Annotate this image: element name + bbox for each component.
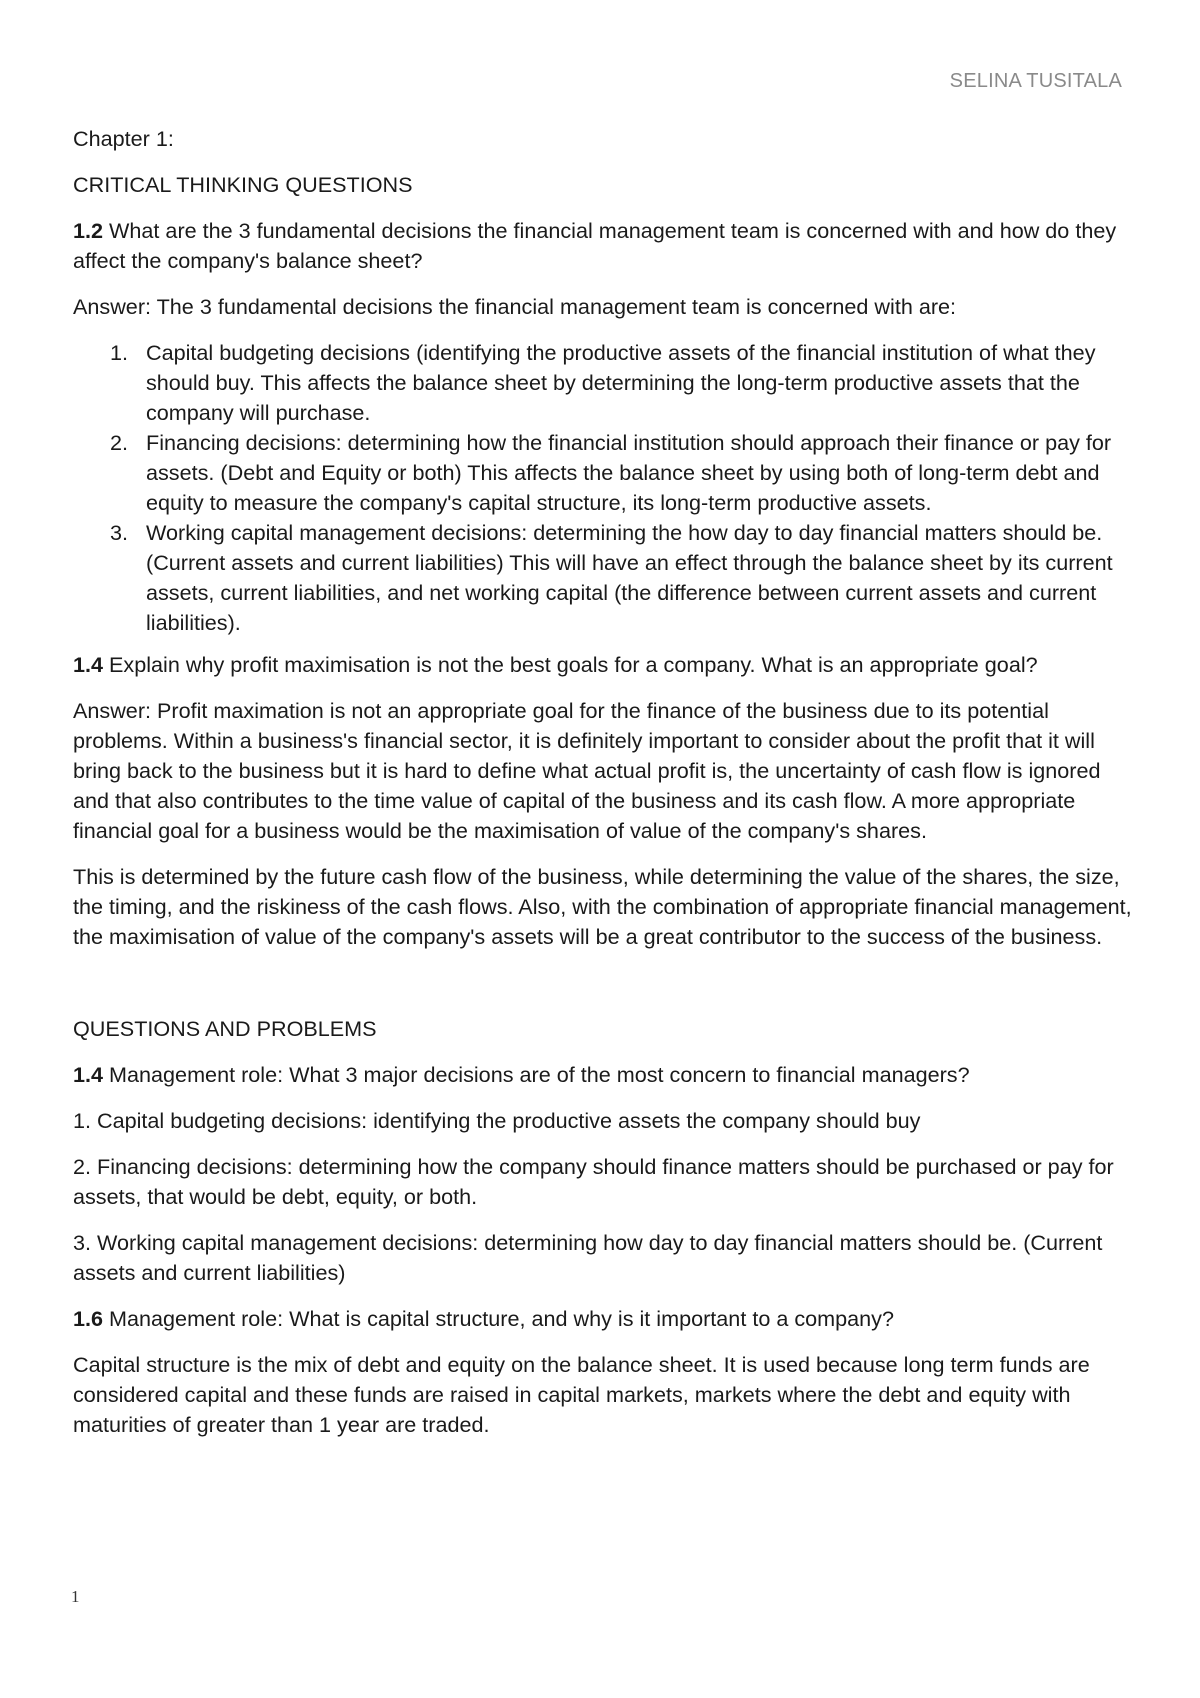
question-number: 1.4 [73,652,104,677]
question-number: 1.2 [73,218,104,243]
section-spacer [73,968,1133,1014]
page-number: 1 [71,1587,80,1606]
question-text: Management role: What 3 major decisions are of the most concern to financial managers? [103,1062,970,1087]
question-number: 1.6 [73,1306,104,1331]
answer-item: 1. Capital budgeting decisions: identifying the productive assets the company should buy [73,1108,921,1133]
answer-item: 3. Working capital management decisions: determining how day to day financial matters should be. (Current assets and current liabilities) [73,1230,1103,1285]
list-item [73,518,1133,638]
answer-paragraph: Capital structure is the mix of debt and equity on the balance sheet. It is used because long term funds are considered capital and these funds are raised in capital markets, markets where the debt and equity with maturities of greater than 1 year are traded. [73,1352,1090,1437]
section-heading-questions-problems: QUESTIONS AND PROBLEMS [73,1016,377,1041]
question-text: Explain why profit maximisation is not the best goals for a company. What is an appropriate goal? [103,652,1038,677]
list-item-text: Capital budgeting decisions (identifying the productive assets of the financial institution of what they should buy. This affects the balance sheet by determining the long-term productive assets that the company will purchase. [146,340,1096,425]
list-item-number: 1. [110,340,129,365]
answer-item: 2. Financing decisions: determining how the company should finance matters should be purchased or pay for assets, that would be debt, equity, or both. [73,1154,1114,1209]
answer-intro: Answer: The 3 fundamental decisions the financial management team is concerned with are: [73,294,957,319]
question-text: What are the 3 fundamental decisions the financial management team is concerned with and how do they affect the company's balance sheet? [73,218,1117,273]
question-1-6 [73,1304,1133,1334]
answer-paragraph: This is determined by the future cash flow of the business, while determining the value of the shares, the size, the timing, and the riskiness of the cash flows. Also, with the combination of appropriate financial management, the maximisation of value of the company's assets will be a great contributor to the success of the business. [73,864,1132,949]
section-heading-critical-thinking: CRITICAL THINKING QUESTIONS [73,172,413,197]
header-author: SELINA TUSITALA [949,70,1122,92]
decisions-list [73,338,1133,638]
question-1-4 [73,650,1133,680]
chapter-title: Chapter 1: [73,126,174,151]
question-number: 1.4 [73,1062,104,1087]
question-text: Management role: What is capital structure, and why is it important to a company? [103,1306,894,1331]
list-item-number: 2. [110,430,129,455]
list-item [73,428,1133,518]
list-item-number: 3. [110,520,129,545]
list-item-text: Financing decisions: determining how the financial institution should approach their finance or pay for assets. (Debt and Equity or both) This affects the balance sheet by using both of long-term debt and equity to measure the company's capital structure, its long-term productive assets. [146,430,1112,515]
question-1-4-management [73,1060,1133,1090]
list-item [73,338,1133,428]
question-1-2 [73,216,1133,276]
list-item-text: Working capital management decisions: determining the how day to day financial matters should be. (Current assets and current liabilities) This will have an effect through the balance sheet by its current assets, current liabilities, and net working capital (the difference between current assets and current liabilities). [146,520,1113,635]
answer-paragraph: Answer: Profit maximation is not an appropriate goal for the finance of the business due to its potential problems. Within a business's financial sector, it is definitely important to consider about the profit that it will bring back to the business but it is hard to define what actual profit is, the uncertainty of cash flow is ignored and that also contributes to the time value of capital of the business and its cash flow. A more appropriate financial goal for a business would be the maximisation of value of the company's shares. [73,698,1101,843]
document-body [73,124,1133,1456]
